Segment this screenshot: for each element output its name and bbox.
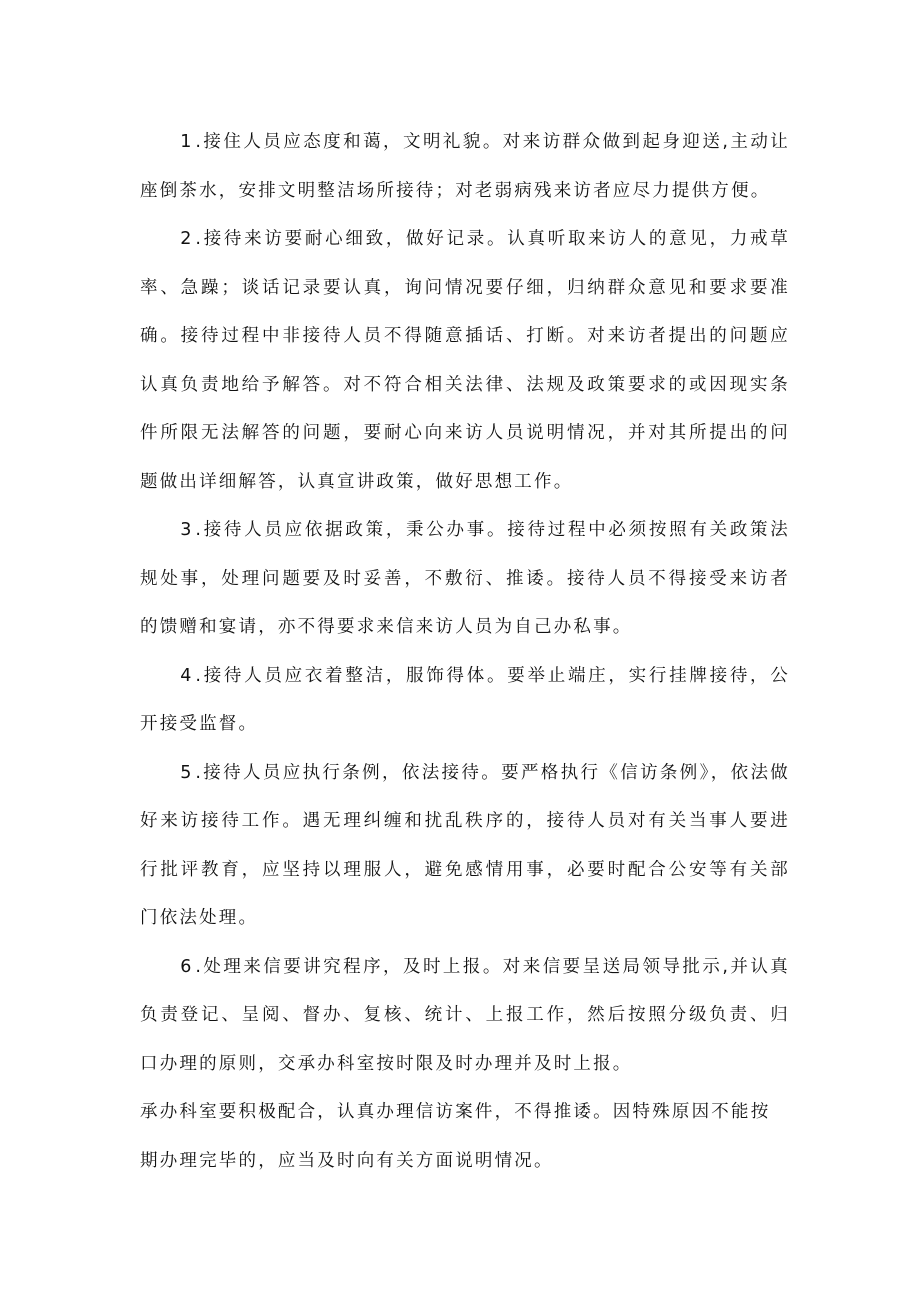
- paragraph-2: [140, 215, 790, 506]
- paragraph-number: 6: [180, 956, 192, 977]
- paragraph-5: [140, 749, 790, 943]
- closing-line-2: 期办理完毕的，应当及时向有关方面说明情况。: [140, 1150, 554, 1171]
- paragraph-1: [140, 118, 790, 215]
- paragraph-6: [140, 943, 790, 1089]
- paragraph-number: 3: [180, 520, 192, 540]
- closing-line-1: 承办科室要积极配合，认真办理信访案件，不得推诿。因特殊原因不能按: [140, 1102, 771, 1122]
- paragraph-text: .接待来访要耐心细致，做好记录。认真听取来访人的意见，力戒草率、急躁；谈话记录要认真，询问情况要仔细，归纳群众意见和要求要准确。接待过程中非接待人员不得随意插话、打断。对来访者提出的问题应认真负责地给予解答。对不符合相关法律、法规及政策要求的或因现实条件所限无法解答的问题，要耐心向来访人员说明情况，并对其所提出的问题做出详细解答，认真宣讲政策，做好思想工作。: [140, 229, 790, 492]
- paragraph-3: [140, 506, 790, 652]
- paragraph-text: .接待人员应依据政策，秉公办事。接待过程中必须按照有关政策法规处事，处理问题要及时妥善，不敷衍、推诿。接待人员不得接受来访者的馈赠和宴请，亦不得要求来信来访人员为自己办私事。: [140, 520, 790, 637]
- paragraph-text: .接住人员应态度和蔼，文明礼貌。对来访群众做到起身迎送,主动让座倒茶水，安排文明整洁场所接待；对老弱病残来访者应尽力提供方便。: [140, 132, 790, 201]
- paragraph-text: .处理来信要讲究程序，及时上报。对来信要呈送局领导批示,并认真负责登记、呈阅、督办、复核、统计、上报工作，然后按照分级负责、归口办理的原则，交承办科室按时限及时办理并及时上报。: [140, 956, 790, 1074]
- paragraph-number: 5: [180, 762, 192, 783]
- paragraph-text: .接待人员应衣着整洁，服饰得体。要举止端庄，实行挂牌接待，公开接受监督。: [140, 665, 790, 734]
- paragraph-number: 4: [180, 665, 192, 686]
- paragraph-number: 2: [180, 229, 192, 249]
- document-body: [140, 118, 790, 1185]
- paragraph-4: [140, 652, 790, 749]
- paragraph-text: .接待人员应执行条例，依法接待。要严格执行《信访条例》，依法做好来访接待工作。遇无理纠缠和扰乱秩序的，接待人员对有关当事人要进行批评教育，应坚持以理服人，避免感情用事，必要时配合公安等有关部门依法处理。: [140, 762, 790, 928]
- paragraph-number: 1: [180, 132, 192, 152]
